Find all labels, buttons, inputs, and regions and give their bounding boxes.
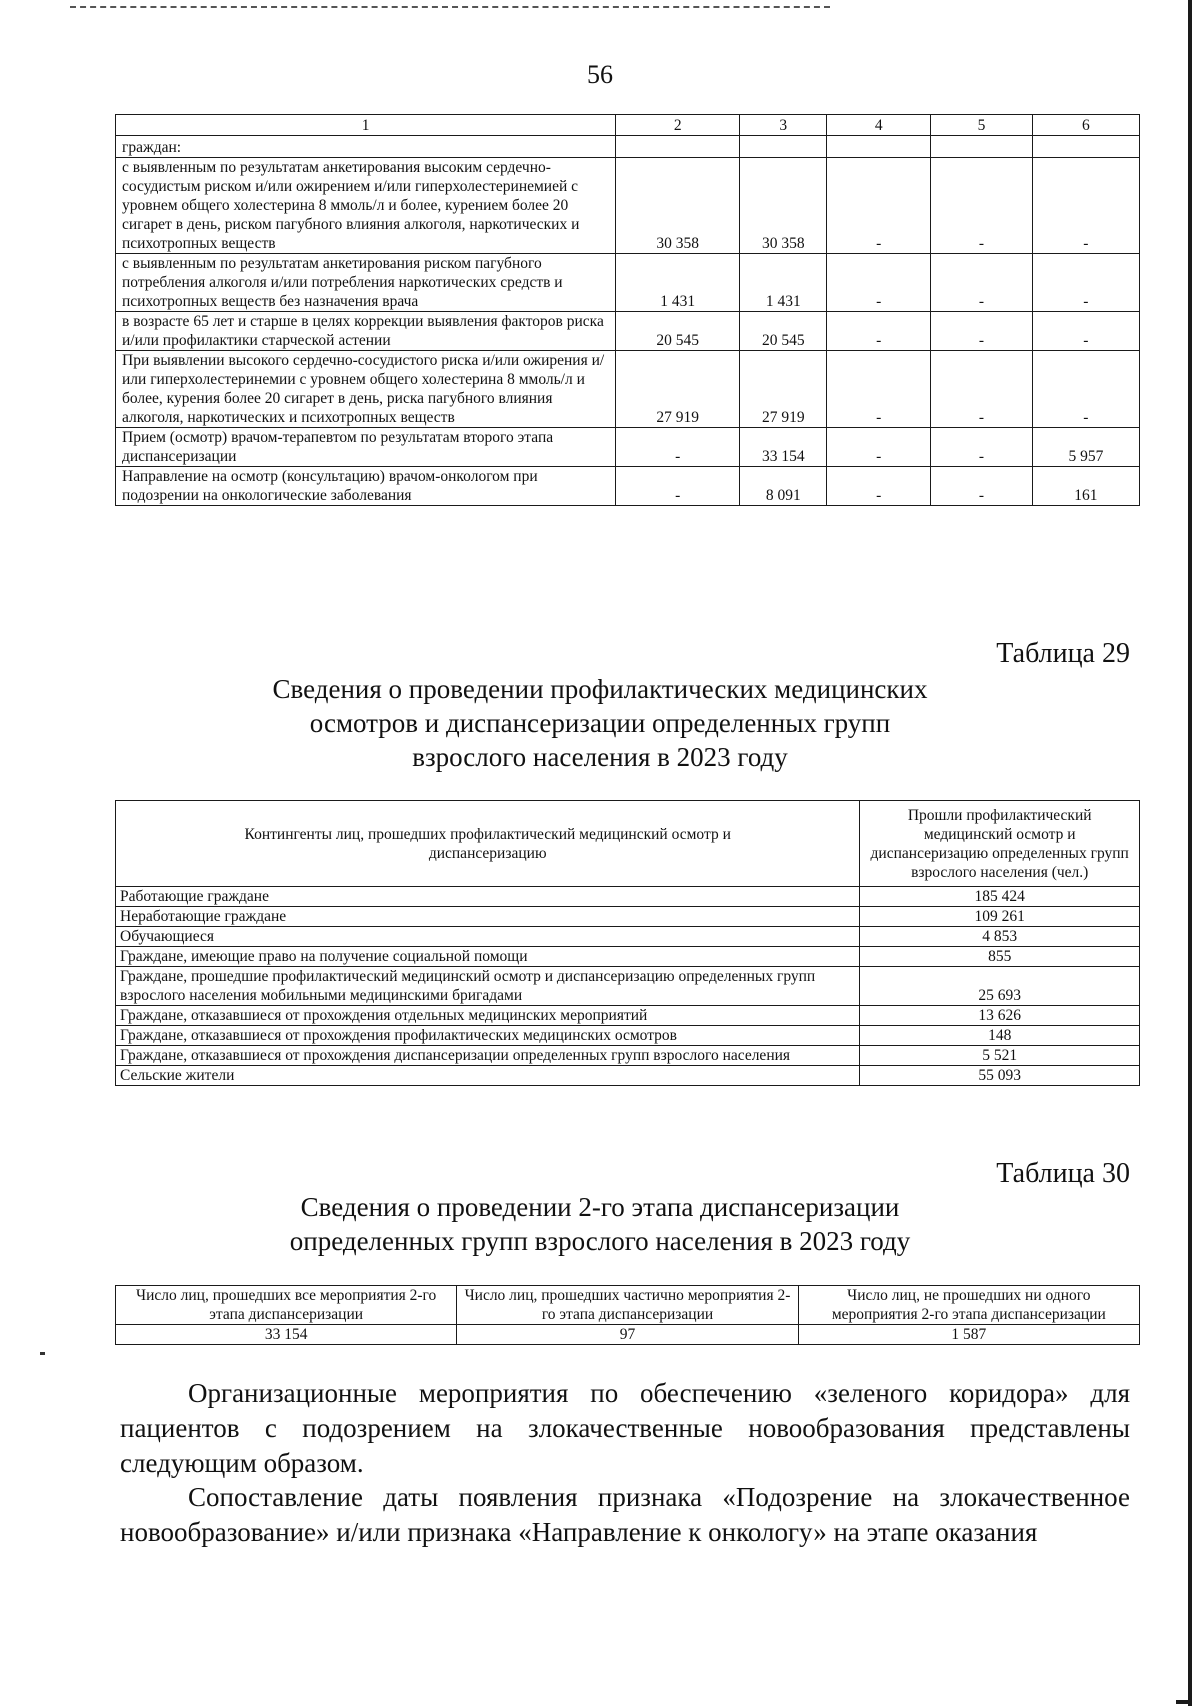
table-row (116, 1066, 1140, 1086)
row-value: 1 431 (616, 254, 740, 312)
row-value: - (827, 158, 931, 254)
continuation-table (115, 114, 1140, 506)
row-value: 97 (457, 1325, 798, 1345)
table-row (116, 907, 1140, 927)
page-number: 56 (587, 60, 613, 89)
row-label: Сельские жители (116, 1066, 860, 1086)
row-value: - (931, 428, 1033, 467)
row-value: 30 358 (616, 158, 740, 254)
row-value (1032, 136, 1139, 158)
row-value: - (1032, 158, 1139, 254)
column-header: 2 (616, 115, 740, 136)
column-header-partial: Число лиц, прошедших частично мероприятия 2-го этапа диспансеризации (457, 1286, 798, 1325)
row-value: - (931, 312, 1033, 351)
table-30-label: Таблица 30 (996, 1158, 1130, 1189)
row-value: 20 545 (616, 312, 740, 351)
row-description: Направление на осмотр (консультацию) врачом-онкологом при подозрении на онкологические заболевания (116, 467, 616, 506)
row-value: 20 545 (740, 312, 827, 351)
row-value: - (827, 428, 931, 467)
row-value: 4 853 (860, 927, 1140, 947)
table-row (116, 312, 1140, 351)
body-paragraph: Организационные мероприятия по обеспечению «зеленого коридора» для пациентов с подозрением на злокачественные новообразования представлены следующим образом. (120, 1378, 1130, 1478)
table-row (116, 967, 1140, 1006)
row-description: При выявлении высокого сердечно-сосудистого риска и/или ожирения и/или гиперхолестеринемии с уровнем общего холестерина 8 ммоль/л и более, курения более 20 сигарет в день, риска пагубного влияния алкоголя, наркотических и психотропных веществ (116, 351, 616, 428)
column-header: 4 (827, 115, 931, 136)
table-29-title (0, 672, 1200, 774)
column-header-none: Число лиц, не прошедших ни одного мероприятия 2-го этапа диспансеризации (798, 1286, 1139, 1325)
table-row (116, 1046, 1140, 1066)
row-value: - (827, 467, 931, 506)
scan-margin-foot (1176, 1700, 1192, 1704)
row-value: 13 626 (860, 1006, 1140, 1026)
scan-artifact-dot (40, 1352, 45, 1355)
table-header-row (116, 801, 1140, 887)
row-value: 33 154 (740, 428, 827, 467)
row-value: 1 587 (798, 1325, 1139, 1345)
row-value: - (1032, 351, 1139, 428)
row-value: - (1032, 312, 1139, 351)
row-value: 5 521 (860, 1046, 1140, 1066)
row-label: Обучающиеся (116, 927, 860, 947)
table-row (116, 887, 1140, 907)
column-header-contingents (116, 801, 860, 887)
row-value: 55 093 (860, 1066, 1140, 1086)
row-label: Работающие граждане (116, 887, 860, 907)
table-header-row (116, 115, 1140, 136)
column-header: 6 (1032, 115, 1139, 136)
row-value: - (616, 467, 740, 506)
table-30-title-line: Сведения о проведении 2-го этапа диспансеризации (300, 1192, 900, 1222)
table-29 (115, 800, 1140, 1086)
row-value: 185 424 (860, 887, 1140, 907)
table-row (116, 1026, 1140, 1046)
table-row (116, 947, 1140, 967)
table-row (116, 927, 1140, 947)
table-row (116, 428, 1140, 467)
table-row (116, 136, 1140, 158)
scan-margin-bar (1188, 0, 1192, 1706)
row-value: 5 957 (1032, 428, 1139, 467)
table-30 (115, 1285, 1140, 1345)
table-row (116, 1006, 1140, 1026)
row-label: Граждане, имеющие право на получение социальной помощи (116, 947, 860, 967)
row-description: граждан: (116, 136, 616, 158)
row-value: - (827, 351, 931, 428)
scan-artifact-line (70, 6, 830, 8)
table-row (116, 467, 1140, 506)
row-value: - (616, 428, 740, 467)
table-29-title-line: осмотров и диспансеризации определенных групп (309, 708, 891, 738)
column-header-contingents-text: Контингенты лиц, прошедших профилактический медицинский осмотр и диспансеризацию (244, 825, 731, 862)
table-30-title-line: определенных групп взрослого населения в 2023 году (289, 1226, 911, 1256)
table-29-label: Таблица 29 (996, 638, 1130, 669)
row-label: Граждане, отказавшиеся от прохождения диспансеризации определенных групп взрослого населения (116, 1046, 860, 1066)
table-29-title-line: Сведения о проведении профилактических медицинских (272, 674, 928, 704)
row-value: 25 693 (860, 967, 1140, 1006)
table-row (116, 254, 1140, 312)
table-row (116, 351, 1140, 428)
row-value: 27 919 (740, 351, 827, 428)
row-value: 109 261 (860, 907, 1140, 927)
row-description: Прием (осмотр) врачом-терапевтом по результатам второго этапа диспансеризации (116, 428, 616, 467)
table-row (116, 1325, 1140, 1345)
row-label: Неработающие граждане (116, 907, 860, 927)
row-value (740, 136, 827, 158)
column-header-passed: Прошли профилактический медицинский осмотр и диспансеризацию определенных групп взрослого населения (чел.) (860, 801, 1140, 887)
row-label: Граждане, прошедшие профилактический медицинский осмотр и диспансеризацию определенных групп взрослого населения мобильными медицинскими бригадами (116, 967, 860, 1006)
row-value (616, 136, 740, 158)
row-value: 855 (860, 947, 1140, 967)
table-30-title (0, 1190, 1200, 1258)
row-value: 27 919 (616, 351, 740, 428)
body-paragraph: Сопоставление даты появления признака «Подозрение на злокачественное новообразование» и/или признака «Направление к онкологу» на этапе оказания (120, 1482, 1130, 1547)
column-header: 1 (116, 115, 616, 136)
row-label: Граждане, отказавшиеся от прохождения профилактических медицинских осмотров (116, 1026, 860, 1046)
row-value: 8 091 (740, 467, 827, 506)
row-description: с выявленным по результатам анкетирования риском пагубного потребления алкоголя и/или потребления наркотических средств и психотропных веществ без назначения врача (116, 254, 616, 312)
row-value: - (827, 254, 931, 312)
row-value: - (931, 158, 1033, 254)
table-row (116, 158, 1140, 254)
row-value: - (931, 254, 1033, 312)
row-value: 33 154 (116, 1325, 457, 1345)
row-value: - (827, 312, 931, 351)
row-value: - (1032, 254, 1139, 312)
row-description: с выявленным по результатам анкетирования высоким сердечно-сосудистым риском и/или ожирением и/или гиперхолестеринемией с уровнем общего холестерина 8 ммоль/л и более, курением более 20 сигарет в день, риском пагубного влияния алкоголя, наркотических и психотропных веществ (116, 158, 616, 254)
row-value: - (931, 467, 1033, 506)
row-label: Граждане, отказавшиеся от прохождения отдельных медицинских мероприятий (116, 1006, 860, 1026)
row-value: 161 (1032, 467, 1139, 506)
row-value: 148 (860, 1026, 1140, 1046)
column-header-all: Число лиц, прошедших все мероприятия 2-го этапа диспансеризации (116, 1286, 457, 1325)
row-value: 1 431 (740, 254, 827, 312)
column-header: 5 (931, 115, 1033, 136)
row-value: - (931, 351, 1033, 428)
table-29-title-line: взрослого населения в 2023 году (412, 742, 788, 772)
column-header: 3 (740, 115, 827, 136)
row-value: 30 358 (740, 158, 827, 254)
row-value (931, 136, 1033, 158)
table-header-row (116, 1286, 1140, 1325)
row-value (827, 136, 931, 158)
row-description: в возрасте 65 лет и старше в целях коррекции выявления факторов риска и/или профилактики старческой астении (116, 312, 616, 351)
